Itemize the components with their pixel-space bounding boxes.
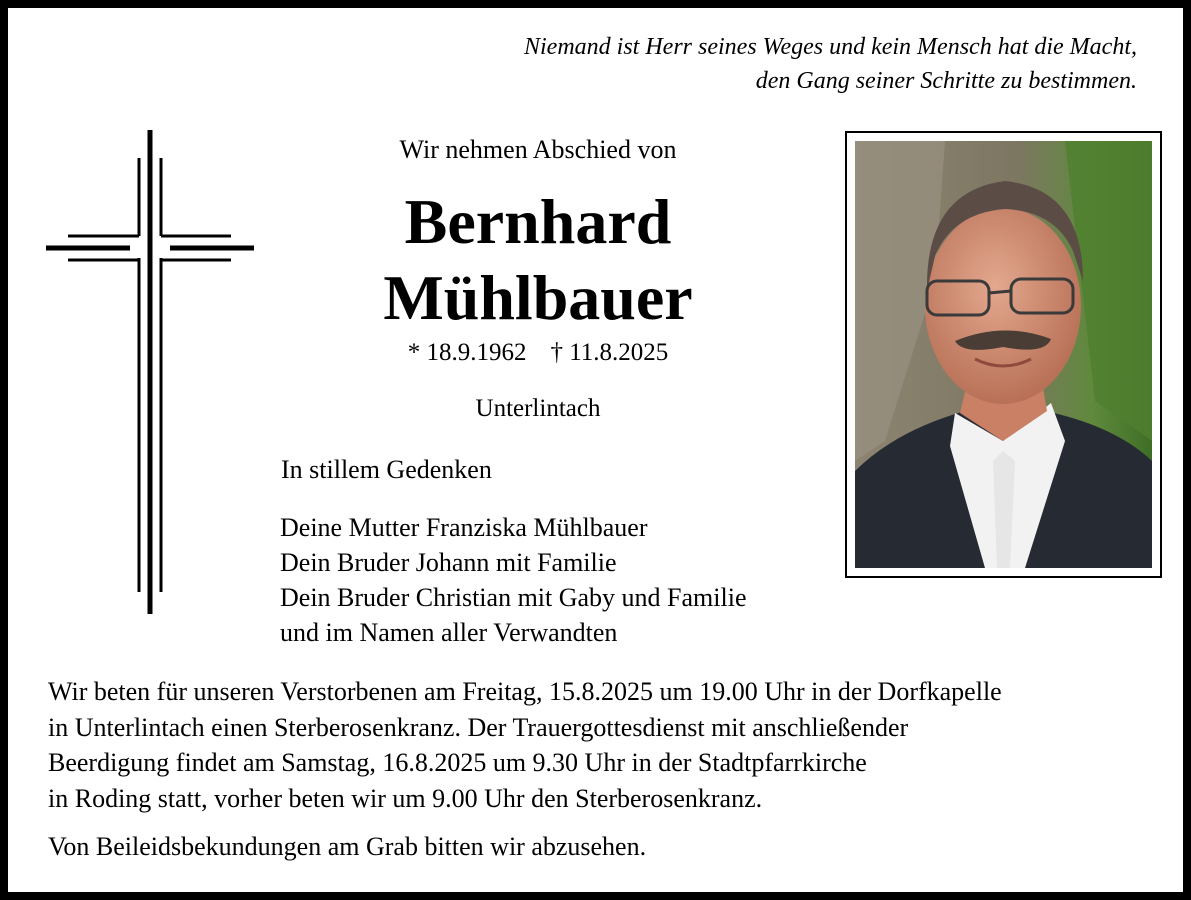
mourners-list	[280, 510, 747, 650]
mourner-line: Dein Bruder Christian mit Gaby und Familie	[280, 583, 747, 612]
notice-line: Beerdigung findet am Samstag, 16.8.2025 um 9.30 Uhr in der Stadtpfarrkirche	[48, 748, 867, 777]
hometown: Unterlintach	[475, 395, 601, 422]
mourner-line: und im Namen aller Verwandten	[280, 618, 618, 647]
first-name: Bernhard	[404, 186, 672, 257]
portrait-photo	[845, 131, 1162, 578]
closing-note: Von Beileidsbekundungen am Grab bitten wir abzusehen.	[48, 832, 647, 861]
farewell-intro: Wir nehmen Abschied von	[399, 135, 677, 164]
last-name: Mühlbauer	[383, 262, 693, 333]
motto-quote	[524, 30, 1137, 98]
life-dates	[338, 336, 738, 370]
death-date: † 11.8.2025	[550, 339, 669, 366]
notice-line: in Unterlintach einen Sterberosenkranz. Der Trauergottesdienst mit anschließender	[48, 712, 909, 742]
notice-line: in Roding statt, vorher beten wir um 9.00 Uhr den Sterberosenkranz.	[48, 783, 763, 813]
cross-icon	[44, 130, 256, 620]
portrait-illustration	[855, 141, 1152, 568]
deceased-name	[338, 184, 738, 336]
motto-line-2: den Gang seiner Schritte zu bestimmen.	[755, 68, 1137, 94]
mourner-line: Deine Mutter Franziska Mühlbauer	[280, 513, 648, 542]
remembrance-heading: In stillem Gedenken	[281, 455, 492, 484]
motto-line-1: Niemand ist Herr seines Weges und kein Mensch hat die Macht,	[524, 34, 1137, 60]
birth-date: * 18.9.1962	[407, 339, 527, 366]
notice-line: Wir beten für unseren Verstorbenen am Freitag, 15.8.2025 um 19.00 Uhr in der Dorfkapelle	[48, 677, 1002, 706]
service-notice	[48, 674, 1168, 816]
mourner-line: Dein Bruder Johann mit Familie	[280, 548, 617, 577]
